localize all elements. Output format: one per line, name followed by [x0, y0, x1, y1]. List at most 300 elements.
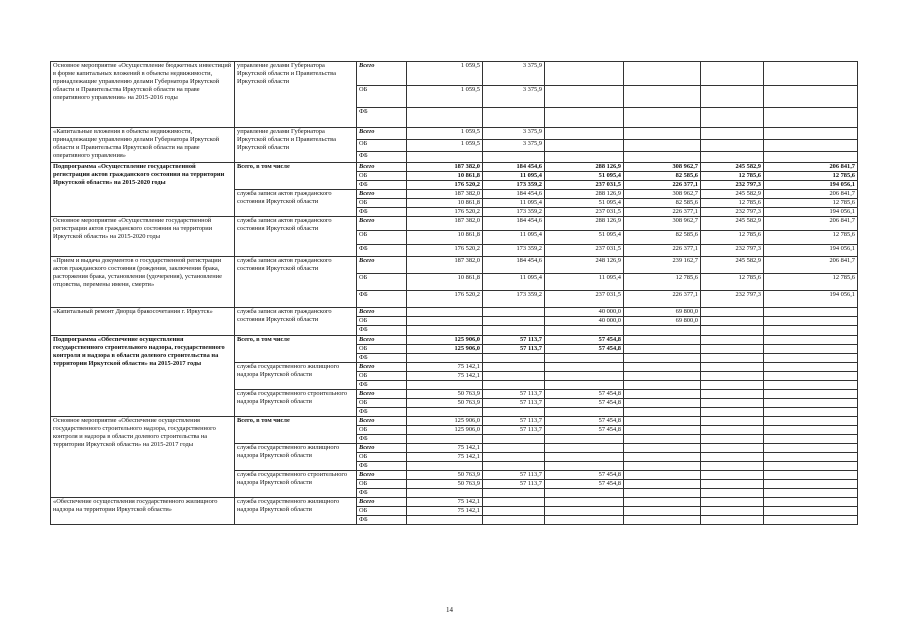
table-cell — [701, 128, 764, 140]
table-cell: служба записи актов гражданского состояния Иркутской области — [235, 308, 357, 336]
table-cell: 206 841,7 — [764, 190, 858, 199]
table-cell: 194 056,1 — [764, 291, 858, 308]
table-cell: служба государственного жилищного надзора Иркутской области — [235, 363, 357, 390]
table-cell — [545, 363, 624, 372]
table-cell: Всего, в том числе — [235, 336, 357, 363]
table-cell — [701, 498, 764, 507]
table-cell — [764, 516, 858, 525]
table-cell — [407, 435, 483, 444]
table-cell — [624, 498, 701, 507]
table-cell: 187 382,0 — [407, 257, 483, 274]
budget-table — [50, 61, 858, 525]
table-cell: управление делами Губернатора Иркутской области и Правительства Иркутской области — [235, 128, 357, 163]
table-cell: 12 785,6 — [701, 231, 764, 245]
table-cell — [624, 345, 701, 354]
table-cell — [624, 381, 701, 390]
table-cell — [624, 86, 701, 108]
table-cell: 308 962,7 — [624, 163, 701, 172]
table-row — [51, 308, 858, 317]
table-cell — [764, 345, 858, 354]
table-cell: ОБ — [357, 507, 407, 516]
table-cell: 288 126,9 — [545, 190, 624, 199]
table-cell — [545, 326, 624, 336]
table-cell — [545, 489, 624, 498]
table-cell: Всего — [357, 336, 407, 345]
table-cell — [701, 381, 764, 390]
table-cell — [407, 408, 483, 417]
table-cell — [764, 471, 858, 480]
table-cell: ФБ — [357, 462, 407, 471]
table-cell: ОБ — [357, 426, 407, 435]
table-cell: 176 520,2 — [407, 181, 483, 190]
table-cell — [764, 426, 858, 435]
table-cell — [545, 62, 624, 86]
table-cell — [545, 86, 624, 108]
table-cell: 1 059,5 — [407, 62, 483, 86]
table-cell: 57 113,7 — [483, 336, 545, 345]
table-cell — [624, 444, 701, 453]
table-cell: 288 126,9 — [545, 217, 624, 231]
table-cell: 57 113,7 — [483, 426, 545, 435]
table-cell: ФБ — [357, 291, 407, 308]
table-cell — [545, 507, 624, 516]
table-cell: 187 382,0 — [407, 163, 483, 172]
table-cell: 237 031,5 — [545, 291, 624, 308]
table-cell: 11 095,4 — [483, 172, 545, 181]
table-cell: 12 785,6 — [764, 231, 858, 245]
table-cell — [764, 507, 858, 516]
table-cell: ОБ — [357, 399, 407, 408]
table-cell — [764, 354, 858, 363]
table-row — [51, 257, 858, 274]
table-cell — [624, 326, 701, 336]
table-cell: ФБ — [357, 489, 407, 498]
table-cell: ФБ — [357, 152, 407, 163]
table-cell — [764, 363, 858, 372]
table-cell: ОБ — [357, 172, 407, 181]
table-cell: 51 095,4 — [545, 199, 624, 208]
table-cell: 239 162,7 — [624, 257, 701, 274]
table-cell: 40 000,0 — [545, 317, 624, 326]
table-cell: 125 906,0 — [407, 417, 483, 426]
table-cell: Всего — [357, 217, 407, 231]
table-cell: «Капитальные вложения в объекты недвижимости, принадлежащие управлению делами Губернатора Иркутской области и Правительства Иркутской области на праве оперативного управления» — [51, 128, 235, 163]
table-cell — [701, 336, 764, 345]
table-cell — [624, 152, 701, 163]
table-cell: ФБ — [357, 435, 407, 444]
table-cell — [407, 489, 483, 498]
table-row — [51, 62, 858, 86]
table-cell: ОБ — [357, 274, 407, 291]
table-cell — [764, 408, 858, 417]
table-cell: служба записи актов гражданского состояния Иркутской области — [235, 217, 357, 257]
page-number: 14 — [446, 606, 453, 614]
table-cell: 57 113,7 — [483, 471, 545, 480]
table-cell — [407, 516, 483, 525]
table-cell: 226 377,1 — [624, 291, 701, 308]
table-cell: 82 585,6 — [624, 172, 701, 181]
table-cell: 50 763,9 — [407, 390, 483, 399]
table-cell: 57 113,7 — [483, 399, 545, 408]
table-cell: 82 585,6 — [624, 199, 701, 208]
table-cell: 194 056,1 — [764, 245, 858, 257]
table-cell: 125 906,0 — [407, 426, 483, 435]
table-cell: Основное мероприятие «Осуществление государственной регистрации актов гражданского состояния на территории Иркутской области» на 2015-2020 годы — [51, 217, 235, 257]
table-cell — [701, 108, 764, 128]
table-cell: 176 520,2 — [407, 291, 483, 308]
table-cell — [701, 62, 764, 86]
table-cell — [624, 408, 701, 417]
table-cell — [407, 326, 483, 336]
table-cell: ОБ — [357, 199, 407, 208]
table-cell — [545, 152, 624, 163]
table-cell — [545, 372, 624, 381]
table-cell — [545, 444, 624, 453]
table-cell: 57 454,8 — [545, 426, 624, 435]
table-cell: 187 382,0 — [407, 190, 483, 199]
table-cell: 232 797,3 — [701, 208, 764, 217]
table-cell: 125 906,0 — [407, 345, 483, 354]
table-cell: Всего — [357, 62, 407, 86]
table-cell: 206 841,7 — [764, 257, 858, 274]
table-cell — [407, 462, 483, 471]
table-row — [51, 336, 858, 345]
table-cell: 173 359,2 — [483, 181, 545, 190]
table-cell: ОБ — [357, 140, 407, 152]
table-cell: 11 095,4 — [483, 199, 545, 208]
table-cell — [545, 453, 624, 462]
table-cell — [545, 408, 624, 417]
table-cell: 173 359,2 — [483, 291, 545, 308]
table-cell: 10 861,8 — [407, 172, 483, 181]
table-cell — [701, 390, 764, 399]
table-cell: ОБ — [357, 372, 407, 381]
table-cell — [624, 480, 701, 489]
table-cell — [483, 363, 545, 372]
table-cell: 75 142,1 — [407, 372, 483, 381]
table-cell: 125 906,0 — [407, 336, 483, 345]
table-cell: 57 454,8 — [545, 471, 624, 480]
table-cell — [701, 444, 764, 453]
table-cell: 176 520,2 — [407, 208, 483, 217]
table-cell — [624, 417, 701, 426]
table-cell — [483, 489, 545, 498]
table-cell: Всего — [357, 363, 407, 372]
table-cell: 173 359,2 — [483, 208, 545, 217]
table-cell — [483, 326, 545, 336]
table-cell: Всего — [357, 128, 407, 140]
table-cell: 3 375,9 — [483, 140, 545, 152]
table-cell — [407, 381, 483, 390]
table-cell: 245 582,9 — [701, 163, 764, 172]
table-cell: 232 797,3 — [701, 291, 764, 308]
table-cell: 10 861,8 — [407, 274, 483, 291]
table-cell — [701, 363, 764, 372]
table-cell — [407, 308, 483, 317]
table-cell: ОБ — [357, 480, 407, 489]
table-cell: 173 359,2 — [483, 245, 545, 257]
table-cell: Всего — [357, 308, 407, 317]
table-cell: Всего — [357, 390, 407, 399]
table-cell: 226 377,1 — [624, 208, 701, 217]
table-cell — [545, 381, 624, 390]
table-cell: 12 785,6 — [764, 274, 858, 291]
table-cell: Всего — [357, 163, 407, 172]
table-cell — [764, 152, 858, 163]
table-cell — [545, 462, 624, 471]
table-cell: «Капитальный ремонт Дворца бракосочетания г. Иркутск» — [51, 308, 235, 336]
table-cell — [764, 108, 858, 128]
table-cell: 3 375,9 — [483, 62, 545, 86]
table-cell: 69 800,0 — [624, 317, 701, 326]
table-cell — [545, 128, 624, 140]
table-cell: 12 785,6 — [764, 172, 858, 181]
table-cell — [764, 435, 858, 444]
table-cell: 187 382,0 — [407, 217, 483, 231]
table-cell: 57 454,8 — [545, 390, 624, 399]
table-cell: Всего — [357, 444, 407, 453]
table-cell — [764, 326, 858, 336]
table-cell — [483, 498, 545, 507]
table-cell: 288 126,9 — [545, 163, 624, 172]
table-cell — [545, 435, 624, 444]
table-cell — [764, 399, 858, 408]
table-cell: 50 763,9 — [407, 471, 483, 480]
table-cell: ФБ — [357, 326, 407, 336]
table-cell: 237 031,5 — [545, 181, 624, 190]
table-cell — [701, 489, 764, 498]
table-cell: 194 056,1 — [764, 181, 858, 190]
table-cell — [701, 471, 764, 480]
table-cell — [483, 516, 545, 525]
table-cell — [624, 399, 701, 408]
table-cell — [701, 435, 764, 444]
table-cell — [624, 471, 701, 480]
table-cell — [545, 498, 624, 507]
table-cell — [764, 308, 858, 317]
table-cell: 184 454,6 — [483, 217, 545, 231]
table-cell: Всего, в том числе — [235, 163, 357, 190]
table-cell: 69 800,0 — [624, 308, 701, 317]
table-cell: служба записи актов гражданского состояния Иркутской области — [235, 257, 357, 308]
table-cell — [764, 444, 858, 453]
table-cell — [624, 336, 701, 345]
table-cell: 50 763,9 — [407, 399, 483, 408]
table-cell: Основное мероприятие «Обеспечение осуществления государственного строительного надзора, государственного контроля и надзора в области долевого строительства на территории Иркутской области» на 2015-2017 годы — [51, 417, 235, 498]
table-cell: Подпрограмма «Осуществление государственной регистрации актов гражданского состояния на территории Иркутской области» на 2015-2020 годы — [51, 163, 235, 217]
table-cell: служба государственного жилищного надзора Иркутской области — [235, 444, 357, 471]
table-cell — [701, 152, 764, 163]
table-cell — [701, 86, 764, 108]
table-cell: 3 375,9 — [483, 128, 545, 140]
table-cell: ОБ — [357, 453, 407, 462]
table-cell: 308 962,7 — [624, 190, 701, 199]
table-cell — [624, 62, 701, 86]
table-cell — [624, 516, 701, 525]
table-cell: 245 582,9 — [701, 257, 764, 274]
table-cell — [545, 354, 624, 363]
table-cell: Всего, в том числе — [235, 417, 357, 444]
table-cell: Всего — [357, 498, 407, 507]
table-cell: ФБ — [357, 108, 407, 128]
table-cell: ФБ — [357, 354, 407, 363]
table-cell: 308 962,7 — [624, 217, 701, 231]
table-cell: 237 031,5 — [545, 245, 624, 257]
table-cell: служба государственного строительного надзора Иркутской области — [235, 471, 357, 498]
table-cell — [701, 462, 764, 471]
table-cell: 10 861,8 — [407, 199, 483, 208]
table-cell: «Обеспечение осуществления государственного жилищного надзора на территории Иркутской области» — [51, 498, 235, 525]
table-cell: ФБ — [357, 408, 407, 417]
table-cell: 248 126,9 — [545, 257, 624, 274]
table-cell: ФБ — [357, 381, 407, 390]
table-cell — [701, 140, 764, 152]
table-cell — [483, 462, 545, 471]
table-cell: ФБ — [357, 245, 407, 257]
table-cell — [624, 462, 701, 471]
table-cell — [764, 372, 858, 381]
table-cell — [483, 507, 545, 516]
table-cell: 184 454,6 — [483, 163, 545, 172]
table-cell: 57 454,8 — [545, 336, 624, 345]
table-cell: Основное мероприятие «Осуществление бюджетных инвестиций в форме капитальных вложений в объекты недвижимости, принадлежащие управлению делами Губернатора Иркутской области и Правительства Иркутской области на праве оперативного управления» на 2015-2016 годы — [51, 62, 235, 128]
table-cell — [764, 317, 858, 326]
table-row — [51, 217, 858, 231]
table-cell — [483, 152, 545, 163]
table-cell: Всего — [357, 257, 407, 274]
table-cell: 57 113,7 — [483, 480, 545, 489]
table-cell: 1 059,5 — [407, 128, 483, 140]
table-cell — [624, 507, 701, 516]
table-cell: 3 375,9 — [483, 86, 545, 108]
table-cell: 50 763,9 — [407, 480, 483, 489]
table-cell — [764, 480, 858, 489]
table-cell: 11 095,4 — [483, 231, 545, 245]
table-cell — [483, 444, 545, 453]
table-cell — [624, 390, 701, 399]
table-cell — [483, 408, 545, 417]
table-cell — [764, 128, 858, 140]
table-cell: ФБ — [357, 516, 407, 525]
table-cell — [624, 489, 701, 498]
table-cell: 226 377,1 — [624, 245, 701, 257]
table-cell: 11 095,4 — [545, 274, 624, 291]
table-cell — [407, 354, 483, 363]
table-cell: 226 377,1 — [624, 181, 701, 190]
table-cell: 232 797,3 — [701, 245, 764, 257]
table-cell — [764, 498, 858, 507]
table-cell — [407, 317, 483, 326]
table-cell — [483, 108, 545, 128]
table-cell — [483, 435, 545, 444]
table-cell — [701, 417, 764, 426]
table-cell — [624, 453, 701, 462]
table-cell — [407, 108, 483, 128]
table-cell — [545, 108, 624, 128]
table-row — [51, 417, 858, 426]
table-cell: 75 142,1 — [407, 498, 483, 507]
table-cell: Подпрограмма «Обеспечение осуществления государственного строительного надзора, государственного контроля и надзора в области долевого строительства на территории Иркутской области» на 2015-2017 годы — [51, 336, 235, 417]
table-cell — [483, 354, 545, 363]
table-cell: 11 095,4 — [483, 274, 545, 291]
table-cell — [483, 453, 545, 462]
table-cell — [764, 489, 858, 498]
table-cell — [701, 326, 764, 336]
table-cell: 232 797,3 — [701, 181, 764, 190]
table-cell — [701, 426, 764, 435]
table-cell — [764, 86, 858, 108]
table-cell: 57 454,8 — [545, 399, 624, 408]
table-cell — [624, 140, 701, 152]
table-cell: служба государственного строительного надзора Иркутской области — [235, 390, 357, 417]
table-cell: 75 142,1 — [407, 363, 483, 372]
table-cell: управление делами Губернатора Иркутской области и Правительства Иркутской области — [235, 62, 357, 128]
table-cell — [701, 372, 764, 381]
table-cell: 57 113,7 — [483, 345, 545, 354]
table-cell: Всего — [357, 471, 407, 480]
table-cell — [764, 390, 858, 399]
table-cell — [624, 354, 701, 363]
table-cell: 12 785,6 — [701, 172, 764, 181]
table-cell — [624, 363, 701, 372]
table-cell — [624, 372, 701, 381]
table-cell: 75 142,1 — [407, 444, 483, 453]
table-cell — [624, 128, 701, 140]
table-cell — [483, 381, 545, 390]
table-cell — [764, 381, 858, 390]
table-cell — [764, 62, 858, 86]
table-cell: 12 785,6 — [701, 199, 764, 208]
table-cell — [545, 140, 624, 152]
table-cell: 176 520,2 — [407, 245, 483, 257]
table-cell: 40 000,0 — [545, 308, 624, 317]
table-cell: 51 095,4 — [545, 231, 624, 245]
table-cell — [407, 152, 483, 163]
table-cell — [701, 507, 764, 516]
table-cell — [764, 417, 858, 426]
table-cell — [701, 354, 764, 363]
table-cell: 51 095,4 — [545, 172, 624, 181]
table-cell: 245 582,9 — [701, 217, 764, 231]
table-row — [51, 128, 858, 140]
table-cell: ОБ — [357, 317, 407, 326]
table-cell: 75 142,1 — [407, 453, 483, 462]
table-cell: 75 142,1 — [407, 507, 483, 516]
table-cell — [764, 140, 858, 152]
table-cell: 57 113,7 — [483, 390, 545, 399]
table-cell: 184 454,6 — [483, 190, 545, 199]
table-cell: 237 031,5 — [545, 208, 624, 217]
table-cell — [764, 453, 858, 462]
table-cell — [764, 462, 858, 471]
table-row — [51, 498, 858, 507]
table-cell: 1 059,5 — [407, 86, 483, 108]
table-cell — [701, 480, 764, 489]
table-cell — [701, 345, 764, 354]
table-cell: 57 454,8 — [545, 417, 624, 426]
table-cell: служба государственного жилищного надзора Иркутской области — [235, 498, 357, 525]
table-cell: 12 785,6 — [764, 199, 858, 208]
table-cell — [624, 108, 701, 128]
table-cell: служба записи актов гражданского состояния Иркутской области — [235, 190, 357, 217]
table-cell — [701, 317, 764, 326]
table-cell: ОБ — [357, 86, 407, 108]
table-cell: 12 785,6 — [701, 274, 764, 291]
table-cell — [545, 516, 624, 525]
table-cell: ОБ — [357, 345, 407, 354]
table-cell — [483, 308, 545, 317]
table-row — [51, 163, 858, 172]
